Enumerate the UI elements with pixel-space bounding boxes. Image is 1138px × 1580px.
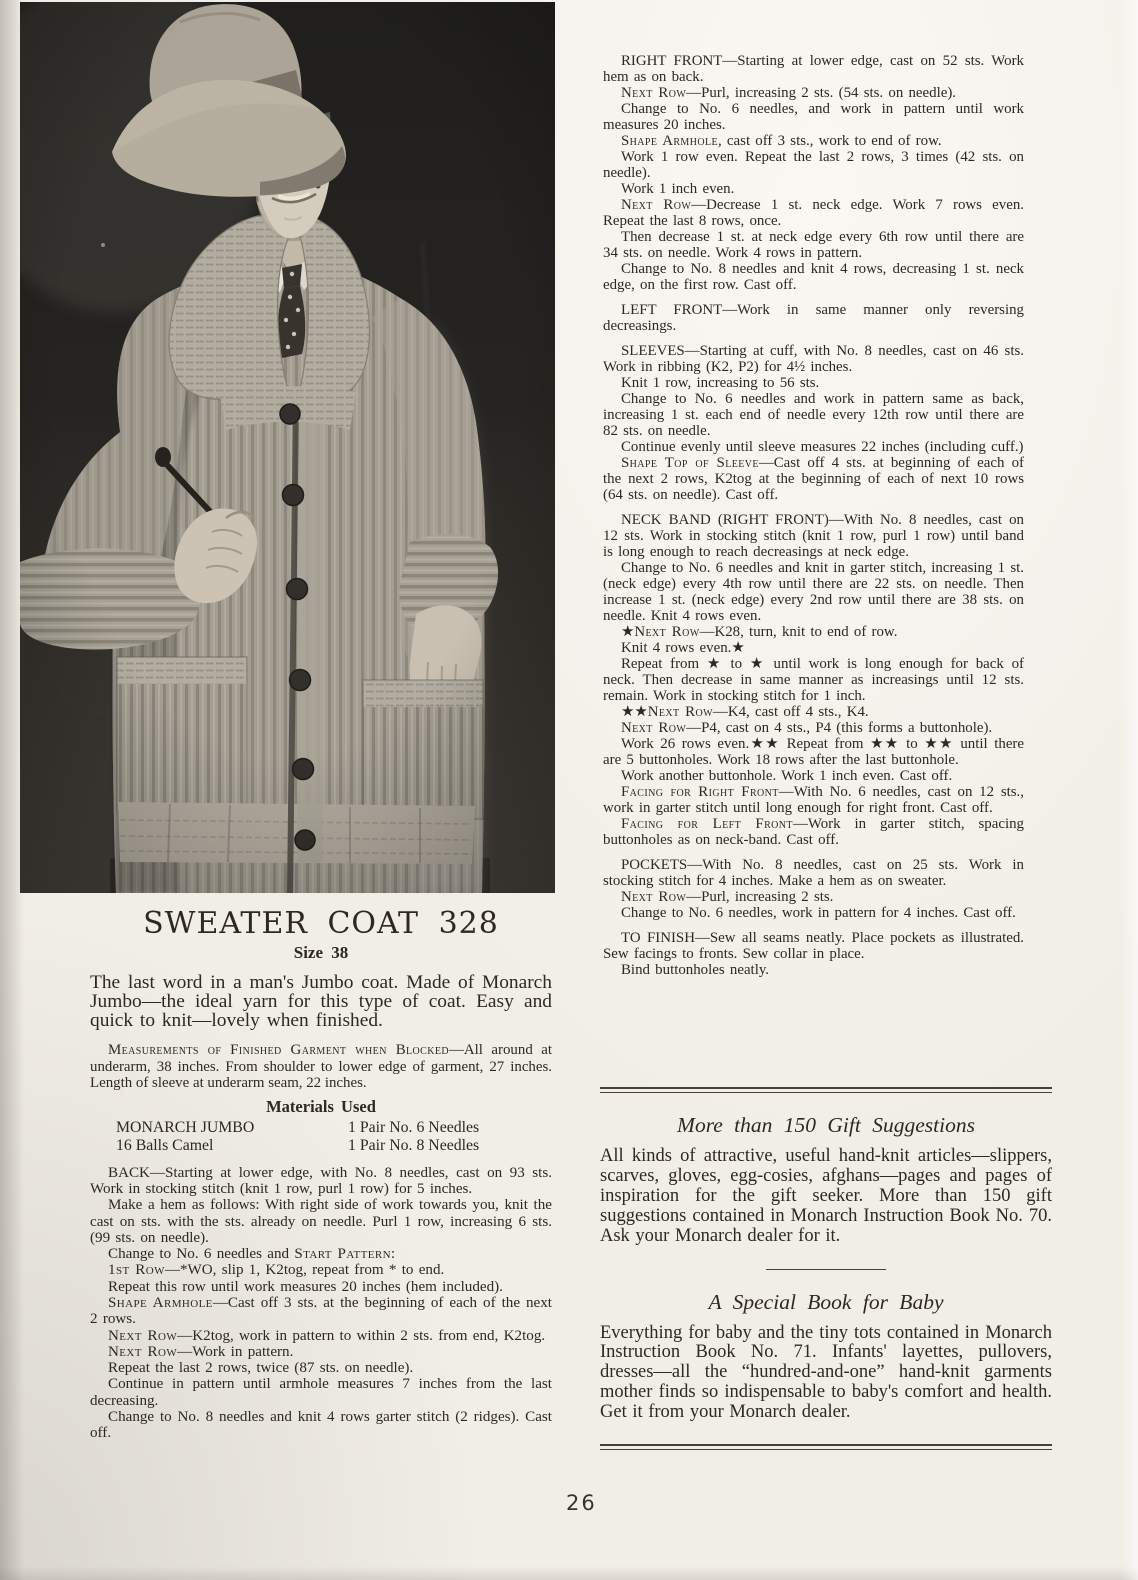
pattern-paragraph	[90, 1262, 552, 1278]
text-segment: POCKETS—With No. 8 needles, cast on 25 sts. Work in stocking stitch for 4 inches. Make a hem as on sweater.	[603, 857, 1024, 889]
text-segment: Repeat this row until work measures 20 inches (hem included).	[108, 1278, 503, 1295]
intro-paragraph: The last word in a man's Jumbo coat. Made of Monarch Jumbo—the ideal yarn for this type of coat. Easy and quick to knit—lovely when finished.	[90, 972, 552, 1031]
pattern-paragraph	[603, 261, 1024, 293]
text-segment: Work 1 inch even.	[621, 181, 735, 197]
text-segment: , cast off 3 sts., work to end of row.	[717, 133, 942, 149]
text-segment: :	[390, 1246, 396, 1263]
text-segment: ★★	[621, 704, 648, 720]
pattern-paragraph	[90, 1279, 552, 1295]
text-segment: Knit 1 row, increasing to 56 sts.	[621, 375, 820, 391]
pattern-paragraph	[90, 1197, 552, 1246]
small-caps-lead: Measurements of Finished Garment when Blocked	[108, 1042, 449, 1059]
text-segment: Work 26 rows even.★★ Repeat from ★★ to ★★ until there are 5 buttonholes. Work 18 rows after the last buttonhole.	[603, 736, 1024, 768]
text-segment: RIGHT FRONT—Starting at lower edge, cast on 52 sts. Work hem as on back.	[603, 53, 1024, 85]
text-segment: Change to No. 6 needles, and work in pattern until work measures 20 inches.	[603, 101, 1024, 133]
pattern-section	[603, 53, 1024, 293]
small-caps-lead: Next Row	[621, 720, 687, 736]
divider-double-rule-bottom	[600, 1444, 1052, 1450]
pattern-section	[603, 857, 1024, 921]
pattern-paragraph	[603, 455, 1024, 503]
small-caps-lead: Next Row	[621, 889, 687, 905]
text-segment: Make a hem as follows: With right side of work towards you, knit the cast on sts. with the sts. already on needle. Purl 1 row, increasing 6 sts. (99 sts. on needle).	[90, 1197, 552, 1246]
text-segment: Change to No. 8 needles and knit 4 rows, decreasing 1 st. neck edge, on the first row. Cast off.	[603, 261, 1024, 293]
pattern-paragraph	[603, 375, 1024, 391]
pattern-paragraph	[603, 704, 1024, 720]
promo-area	[600, 1087, 1052, 1450]
pattern-paragraph	[90, 1246, 552, 1262]
promo-title-baby-book: A Special Book for Baby	[708, 1289, 944, 1314]
pattern-paragraph	[603, 930, 1024, 962]
text-segment: Knit 4 rows even.★	[621, 640, 745, 656]
pattern-section	[603, 930, 1024, 978]
pattern-paragraph	[603, 905, 1024, 921]
promo-baby-book	[600, 1289, 1052, 1424]
back-instructions	[90, 1165, 552, 1442]
text-segment: Work 1 row even. Repeat the last 2 rows, 3 times (42 sts. on needle).	[603, 149, 1024, 181]
text-segment: —P4, cast on 4 sts., P4 (this forms a buttonhole).	[686, 720, 993, 736]
text-segment: Continue in pattern until armhole measures 7 inches from the last decreasing.	[90, 1376, 552, 1409]
photo-illustration	[20, 2, 555, 893]
pattern-paragraph	[603, 560, 1024, 624]
text-segment: Change to No. 6 needles and knit in garter stitch, increasing 1 st. (neck edge) every 4th row until there are 22 sts. on needle. Then increase 1 st. (neck edge) every 2nd row until there are 38 sts. on needle. Knit 4 rows even.	[603, 560, 1024, 624]
divider-single-rule	[766, 1269, 886, 1270]
pattern-paragraph	[603, 181, 1024, 197]
text-segment: Then decrease 1 st. at neck edge every 6th row until there are 34 sts. on needle. Work 4 rows in pattern.	[603, 229, 1024, 261]
pattern-section	[603, 302, 1024, 334]
divider-double-rule-top	[600, 1087, 1052, 1093]
pattern-paragraph	[603, 53, 1024, 85]
small-caps-lead: Start Pattern	[294, 1246, 391, 1263]
text-segment: —K4, cast off 4 sts., K4.	[712, 704, 869, 720]
text-segment: BACK—Starting at lower edge, with No. 8 needles, cast on 93 sts. Work in stocking stitch (knit 1 row, purl 1 row) for 5 inches.	[90, 1164, 552, 1197]
materials-needles-8: 1 Pair No. 8 Needles	[348, 1137, 480, 1155]
text-segment: Change to No. 6 needles and work in pattern same as back, increasing 1 st. each end of needle every 12th row until there are 82 sts. on needle.	[603, 391, 1024, 439]
text-segment: —Cast off 3 sts. at the beginning of each of the next 2 rows.	[90, 1294, 552, 1328]
pattern-paragraph	[603, 624, 1024, 640]
promo-body-baby-book: Everything for baby and the tiny tots contained in Monarch Instruction Book No. 71. Infants' layettes, pullovers, dresses—all the “hundred-and-one” hand-knit garments mother finds so indispensable to baby's comfort and health. Get it from your Monarch dealer.	[600, 1322, 1052, 1423]
small-caps-lead: Shape Top of Sleeve	[621, 455, 759, 471]
small-caps-lead: Facing for Right Front	[621, 784, 779, 800]
text-segment: ★	[621, 624, 635, 640]
pattern-paragraph	[603, 439, 1024, 455]
text-segment: —K2tog, work in pattern to within 2 sts. from end, K2tog.	[177, 1327, 546, 1344]
pattern-paragraph	[603, 149, 1024, 181]
small-caps-lead: Next Row	[621, 197, 692, 213]
small-caps-lead: Next Row	[634, 624, 700, 640]
text-segment: Change to No. 6 needles, work in pattern for 4 inches. Cast off.	[621, 905, 1016, 921]
pattern-paragraph	[90, 1295, 552, 1328]
pattern-paragraph	[90, 1360, 552, 1376]
promo-gift-suggestions	[600, 1112, 1052, 1247]
promo-body-gift-suggestions: All kinds of attractive, useful hand-knit articles—slippers, scarves, gloves, egg-cosies, afghans—pages and pages of inspiration for the gift seeker. More than 150 gift suggestions contained in Monarch Instruction Book No. 70. Ask your Monarch dealer for it.	[600, 1146, 1052, 1246]
small-caps-lead: 1st Row	[108, 1262, 165, 1279]
sweater-coat-photo	[20, 2, 555, 893]
pattern-paragraph	[603, 656, 1024, 704]
small-caps-lead: Next Row	[621, 85, 687, 101]
materials-table	[116, 1119, 552, 1156]
pattern-paragraph	[603, 512, 1024, 560]
pattern-paragraph	[603, 768, 1024, 784]
pattern-paragraph	[90, 1165, 552, 1198]
text-segment: Continue evenly until sleeve measures 22 inches (including cuff.)	[621, 439, 1024, 455]
pattern-paragraph	[603, 197, 1024, 229]
materials-row	[116, 1137, 552, 1156]
pattern-paragraph	[603, 302, 1024, 334]
text-segment: Repeat from ★ to ★ until work is long enough for back of neck. Then decrease in same manner as increasings until 12 sts. remain. Work in stocking stitch for 1 inch.	[603, 656, 1024, 704]
pattern-section	[90, 1165, 552, 1442]
pattern-paragraph	[603, 816, 1024, 848]
pattern-paragraph	[90, 1376, 552, 1409]
pattern-paragraph	[603, 101, 1024, 133]
right-column-instructions	[603, 53, 1024, 978]
measurements-paragraph	[90, 1042, 552, 1091]
pattern-section	[603, 512, 1024, 848]
text-segment: —Decrease 1 st. neck edge. Work 7 rows even. Repeat the last 8 rows, once.	[603, 197, 1025, 229]
text-segment: TO FINISH—Sew all seams neatly. Place pockets as illustrated. Sew facings to fronts. Sew collar in place.	[603, 930, 1024, 962]
text-segment: —Cast off 4 sts. at beginning of each of the next 2 rows, K2tog at the beginning of each of next 10 rows (64 sts. on needle). Cast off.	[603, 455, 1024, 503]
text-segment: Repeat the last 2 rows, twice (87 sts. on needle).	[108, 1360, 414, 1377]
pattern-paragraph	[90, 1409, 552, 1442]
page-number: 26	[566, 1491, 597, 1515]
small-caps-lead: Shape Armhole	[108, 1294, 213, 1311]
small-caps-lead: Next Row	[108, 1327, 178, 1344]
text-segment: —All around at underarm, 38 inches. From shoulder to lower edge of garment, 27 inches. Length of sleeve at underarm seam, 22 inches.	[90, 1042, 552, 1092]
text-segment: —Work in garter stitch, spacing buttonholes as on neck-band. Cast off.	[603, 816, 1024, 848]
pattern-section	[603, 343, 1024, 503]
pattern-paragraph	[603, 85, 1024, 101]
pattern-paragraph	[603, 962, 1024, 978]
text-segment: —Purl, increasing 2 sts. (54 sts. on needle).	[686, 85, 957, 101]
pattern-paragraph	[603, 229, 1024, 261]
text-segment: Work another buttonhole. Work 1 inch even. Cast off.	[621, 768, 953, 784]
text-segment: —*WO, slip 1, K2tog, repeat from * to end.	[164, 1262, 445, 1279]
text-segment: LEFT FRONT—Work in same manner only reversing decreasings.	[603, 302, 1024, 334]
text-segment: —With No. 6 needles, cast on 12 sts., work in garter stitch until long enough for right front. Cast off.	[603, 784, 1024, 816]
pattern-paragraph	[603, 720, 1024, 736]
small-caps-lead: Next Row	[108, 1343, 178, 1360]
page-title: SWEATER COAT 328	[143, 906, 499, 941]
small-caps-lead: Facing for Left Front	[621, 816, 793, 832]
text-segment: Bind buttonholes neatly.	[621, 962, 770, 978]
pattern-paragraph	[603, 889, 1024, 905]
text-segment: —Purl, increasing 2 sts.	[686, 889, 834, 905]
materials-yarn-name: MONARCH JUMBO	[116, 1118, 255, 1136]
size-subtitle: Size 38	[293, 943, 349, 962]
materials-yarn-quantity: 16 Balls Camel	[116, 1137, 214, 1155]
text-segment: —K28, turn, knit to end of row.	[699, 624, 898, 640]
pattern-paragraph	[603, 784, 1024, 816]
text-segment: NECK BAND (RIGHT FRONT)—With No. 8 needles, cast on 12 sts. Work in stocking stitch (knit 1 row, purl 1 row) until band is long enough to reach decreasings at neck edge.	[603, 512, 1024, 560]
text-segment: SLEEVES—Starting at cuff, with No. 8 needles, cast on 46 sts. Work in ribbing (K2, P2) for 4½ inches.	[603, 343, 1024, 375]
pattern-paragraph	[90, 1328, 552, 1344]
pattern-paragraph	[603, 640, 1024, 656]
left-column	[90, 907, 552, 1442]
pattern-paragraph	[603, 736, 1024, 768]
small-caps-lead: Next Row	[647, 704, 713, 720]
promo-title-gift-suggestions: More than 150 Gift Suggestions	[677, 1113, 975, 1137]
materials-needles-6: 1 Pair No. 6 Needles	[348, 1118, 480, 1136]
text-segment: —Work in pattern.	[177, 1343, 294, 1360]
pattern-paragraph	[603, 343, 1024, 375]
text-segment: Change to No. 8 needles and knit 4 rows garter stitch (2 ridges). Cast off.	[90, 1409, 552, 1442]
text-segment: Change to No. 6 needles and	[108, 1246, 295, 1263]
pattern-paragraph	[603, 133, 1024, 149]
small-caps-lead: Shape Armhole	[621, 133, 718, 149]
pattern-paragraph	[603, 391, 1024, 439]
pattern-paragraph	[603, 857, 1024, 889]
pattern-paragraph	[90, 1344, 552, 1360]
materials-row	[116, 1119, 552, 1138]
materials-heading: Materials Used	[266, 1096, 376, 1116]
